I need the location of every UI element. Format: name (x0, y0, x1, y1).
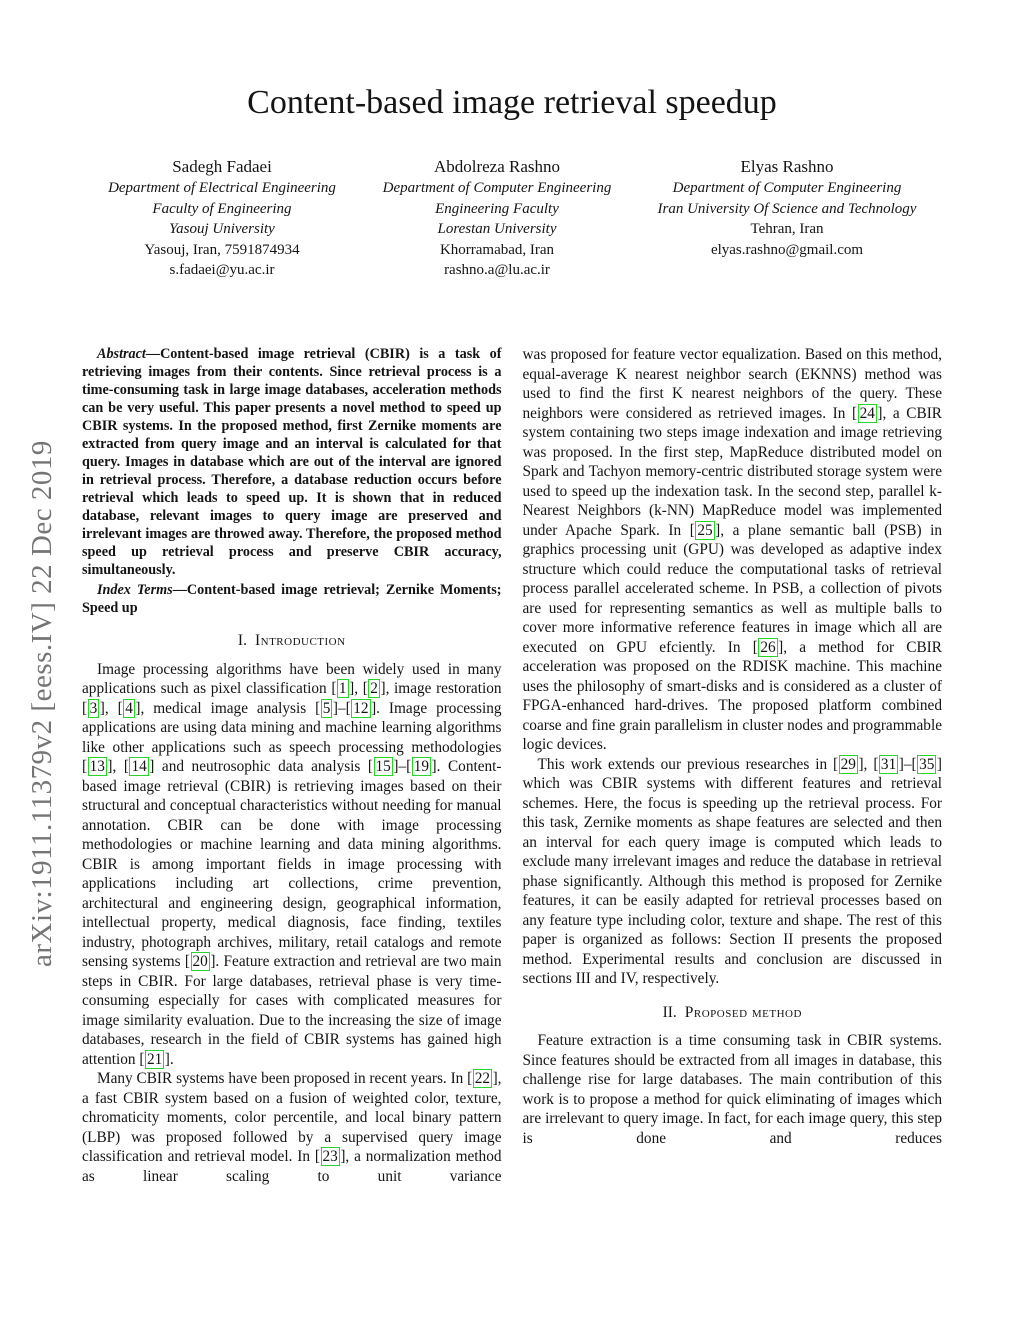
body-paragraph: Image processing algorithms have been widely used in many applications such as pixel classification [ 1 ], [ 2 ], image restoration [ 3 ], [ 4 ], medical image analysis [ 5 ]–[ 12 ]. Image processing applications are using data mining and machine learning algorithms like other applications such as speech processing methodologies [ 13 ], [ 14 ] and neutrosophic data analysis [ 15 ]–[ 19 ]. Content-based image retrieval (CBIR) is retrieving images based on their structural and conceptual characteristics without needing for manual annotation. CBIR can be done with image processing methodologies or machine learning and data mining algorithms. CBIR is among important fields in image processing with applications including art collections, crime prevention, architectural and engineering design, geographical information, intellectual property, medical diagnosis, face finding, textiles industry, photograph archives, military, retail catalogs and remote sensing systems [ 20 ]. Feature extraction and retrieval are two main steps in CBIR. For large databases, retrieval phase is very time-consuming especially for cases with complicated measures for image similarity evaluation. Due to the increasing the size of image databases, research in the field of CBIR systems has gained high attention [ 21 ]. (82, 660, 502, 1068)
abstract-text: —Content-based image retrieval (CBIR) is a task of retrieving images from their contents. Since retrieval process is a time-consuming task in large image databases, acceleration methods can be very useful. This paper presents a novel method to speed up CBIR systems. In the proposed method, first Zernike moments are extracted from query image and an interval is calculated for that query. Images in database which are out of the interval are ignored in retrieval process. Therefore, a database reduction occurs before retrieval which leads to speed up. It is shown that in reduced database, relevant images to query image are preserved and irrelevant images are throwed away. Therefore, the proposed method speed up retrieval process and preserve CBIR accuracy, simultaneously. (82, 346, 502, 578)
author-email: s.fadaei@yu.ac.ir (169, 262, 275, 278)
abstract-label: Abstract (97, 346, 146, 362)
author-address: Khorramabad, Iran (439, 241, 555, 258)
index-terms-label: Index Terms (97, 582, 173, 598)
author-affiliation-line: Yasouj University (169, 221, 275, 237)
author-name: Sadegh Fadaei (172, 157, 272, 176)
author-affiliation-line: Department of Computer Engineering (382, 180, 612, 196)
citation-link[interactable]: 19 (413, 758, 429, 775)
citation-link[interactable]: 3 (89, 699, 98, 717)
citation-link[interactable]: 29 (840, 755, 856, 773)
abstract-paragraph (82, 345, 502, 579)
citation-link[interactable]: 2 (370, 680, 378, 697)
citation-link[interactable]: 22 (474, 1070, 491, 1087)
index-terms-paragraph (82, 581, 502, 617)
section-heading-proposed-method (523, 1003, 943, 1023)
body-paragraph: Many CBIR systems have been proposed in recent years. In [ 22 ], a fast CBIR system based on a fusion of weighted color, texture, chromaticity moments, color percentile, and local binary pattern (LBP) was proposed followed by a supervised query image classification and retrieval model. In [ 23 ], a normalization method as linear scaling to unit variance (82, 1070, 502, 1185)
author-email: rashno.a@lu.ac.ir (444, 262, 550, 278)
right-column (523, 345, 943, 1186)
citation-link[interactable]: 4 (125, 699, 133, 717)
body-paragraph: Feature extraction is a time consuming task in CBIR systems. Since features should be extracted from all images in database, this challenge rise for large databases. The main contribution of this work is to propose a method for quick eliminating of images which are irrelevant to query image. In fact, for each image query, this step is done and reduces (522, 1032, 942, 1147)
author-name: Elyas Rashno (740, 157, 834, 176)
citation-link[interactable]: 1 (338, 680, 347, 697)
author-name: Abdolreza Rashno (433, 157, 561, 176)
citation-link[interactable]: 15 (375, 758, 391, 775)
author-affiliation-line: Iran University Of Science and Technology (657, 200, 917, 217)
author-email: elyas.rashno@gmail.com (710, 241, 864, 258)
index-terms-text: —Content-based image retrieval; Zernike Moments; Speed up (82, 582, 502, 616)
citation-link[interactable]: 25 (697, 521, 713, 539)
author-affiliation-line: Engineering Faculty (435, 200, 559, 217)
author-affiliation-line: Department of Computer Engineering (672, 180, 902, 196)
section-number: I. (237, 632, 247, 649)
section-title: Proposed method (684, 1003, 802, 1021)
citation-link[interactable]: 26 (760, 638, 776, 656)
citation-link[interactable]: 13 (89, 758, 105, 775)
author-address: Tehran, Iran (750, 221, 824, 237)
author-block (82, 155, 362, 281)
author-block (632, 155, 942, 281)
author-affiliation-line: Lorestan University (437, 221, 557, 237)
citation-link[interactable]: 31 (880, 755, 897, 773)
citation-link[interactable]: 21 (146, 1050, 163, 1068)
author-affiliation-line: Faculty of Engineering (152, 200, 292, 217)
author-block (362, 155, 632, 281)
paper-title: Content-based image retrieval speedup (247, 84, 777, 121)
section-number: II. (662, 1003, 677, 1021)
citation-link[interactable]: 23 (322, 1148, 338, 1165)
author-affiliation-line: Department of Electrical Engineering (108, 180, 336, 196)
body-paragraph: was proposed for feature vector equalization. Based on this method, equal-average K nearest neighbor search (EKNNS) method was used to find the first K nearest neighbors of the query. These neighbors were considered as retrieved images. In [ 24 ], a CBIR system containing two steps image indexation and image retrieving was proposed. In the first step, MapReduce distributed model on Spark and Tachyon memory-centric distributed storage system were used to speed up the indexation task. In the second step, parallel k-Nearest Neighbors (k-NN) MapReduce model was implemented under Apache Spark. In [ 25 ], a plane semantic ball (PSB) in graphics processing unit (GPU) was developed as adaptive index structure which could reduce the computational tasks of retrieval process parallel accelerated scheme. In PSB, a collection of pivots are used for representing semantics as well as multiple balls to cover more informative reference features in image which all are executed on GPU efciently. In [ 26 ], a method for CBIR acceleration was proposed on the RDISK machine. This machine uses the philosophy of smart-disks and is considered as a cluster of FPGA-enhanced hard-drives. The proposed platform combined coarse and fine grain parallelism in cluster nodes and programmable logic devices. (522, 346, 943, 753)
citation-link[interactable]: 12 (353, 699, 369, 717)
citation-link[interactable]: 20 (192, 953, 208, 970)
citation-link[interactable]: 35 (919, 755, 935, 773)
arxiv-watermark: arXiv:1911.11379v2 [eess.IV] 22 Dec 2019 (26, 440, 58, 967)
body-paragraph: This work extends our previous researches in [ 29 ], [ 31 ]–[ 35 ] which was CBIR systems with different features and retrieval schemes. Here, the focus is speeding up the retrieval process. For this task, Zernike moments as shape features are selected and then an interval for each query image is computed which leads to exclude many irrelevant images and reduce the database in retrieval phase significantly. Although this method is proposed for Zernike features, it can be easily adapted for retrieval processes based on any feature type including color, texture and shape. The rest of this paper is organized as follows: Section II presents the proposed method. Experimental results and conclusion are discussed in sections III and IV, respectively. (522, 755, 942, 987)
author-address: Yasouj, Iran, 7591874934 (144, 241, 300, 258)
section-heading-introduction (82, 631, 502, 651)
author-section (82, 155, 942, 281)
citation-link[interactable]: 5 (322, 699, 331, 717)
citation-link[interactable]: 24 (859, 404, 875, 422)
paper-body (82, 345, 942, 1186)
section-title: Introduction (254, 632, 346, 649)
left-column (82, 345, 502, 1186)
citation-link[interactable]: 14 (131, 758, 147, 775)
